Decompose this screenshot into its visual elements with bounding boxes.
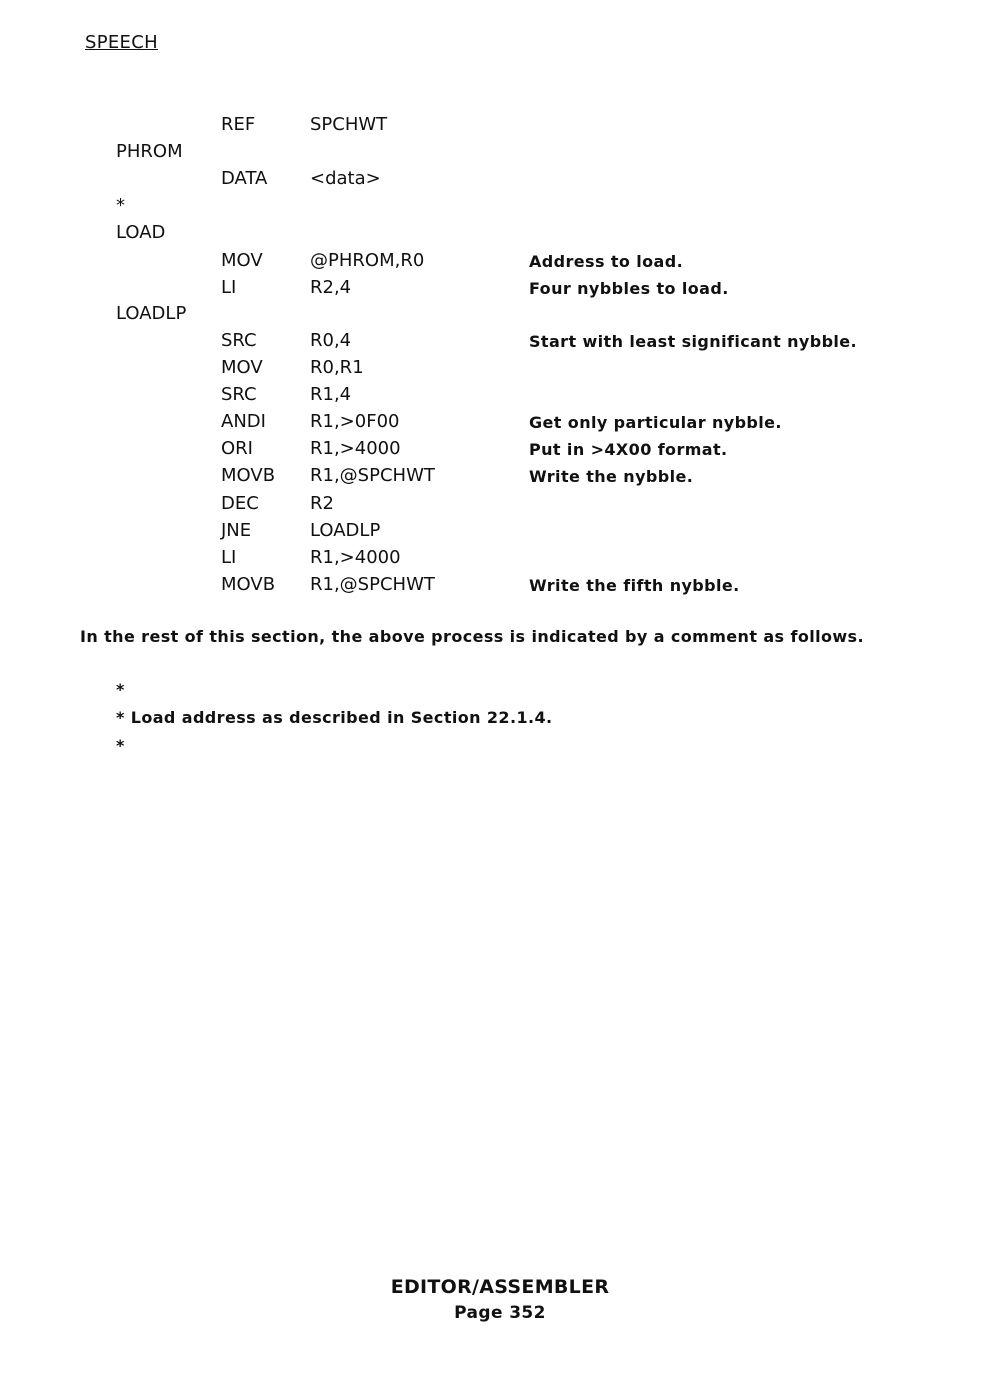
code-opcode: JNE (221, 520, 252, 541)
code-line (0, 114, 1000, 140)
code-opcode: SRC (221, 384, 257, 405)
code-line (0, 384, 1000, 410)
code-comment: Write the fifth nybble. (529, 576, 740, 595)
code-operand: LOADLP (310, 520, 381, 541)
code-line (0, 330, 1000, 356)
code-label: LOAD (116, 222, 166, 243)
body-paragraph: In the rest of this section, the above process is indicated by a comment as follows. (80, 627, 864, 646)
code-operand: R0,R1 (310, 357, 364, 378)
code-line (0, 411, 1000, 437)
code-label: PHROM (116, 141, 183, 162)
code-line (0, 195, 1000, 221)
code-label: * (116, 195, 125, 216)
code-line (0, 438, 1000, 464)
comment-line: * (116, 736, 125, 755)
page-number: Page 352 (454, 1303, 546, 1323)
code-comment: Put in >4X00 format. (529, 440, 728, 459)
code-comment: Address to load. (529, 252, 684, 271)
code-comment: Start with least significant nybble. (529, 332, 858, 351)
comment-line: * (116, 680, 125, 699)
code-opcode: LI (221, 277, 237, 298)
code-operand: R1,4 (310, 384, 352, 405)
code-line (0, 574, 1000, 600)
code-line (0, 222, 1000, 248)
code-opcode: REF (221, 114, 256, 135)
comment-line: * Load address as described in Section 22.1.4. (116, 708, 553, 727)
code-operand: SPCHWT (310, 114, 388, 135)
code-operand: @PHROM,R0 (310, 250, 425, 271)
code-line (0, 465, 1000, 491)
code-line (0, 520, 1000, 546)
code-operand: R1,@SPCHWT (310, 465, 435, 486)
code-line (0, 168, 1000, 194)
code-opcode: SRC (221, 330, 257, 351)
code-line (0, 357, 1000, 383)
code-operand: R1,>4000 (310, 547, 401, 568)
code-comment: Write the nybble. (529, 467, 694, 486)
code-opcode: MOV (221, 250, 263, 271)
code-line (0, 277, 1000, 303)
code-operand: R1,>4000 (310, 438, 401, 459)
code-opcode: DEC (221, 493, 259, 514)
code-operand: R1,>0F00 (310, 411, 400, 432)
code-opcode: DATA (221, 168, 268, 189)
code-opcode: ANDI (221, 411, 266, 432)
code-comment: Four nybbles to load. (529, 279, 729, 298)
code-opcode: MOVB (221, 465, 276, 486)
section-header: SPEECH (85, 32, 158, 53)
footer-title: EDITOR/ASSEMBLER (390, 1276, 610, 1298)
code-operand: R2 (310, 493, 334, 514)
code-line (0, 493, 1000, 519)
code-line (0, 141, 1000, 167)
code-opcode: ORI (221, 438, 253, 459)
code-opcode: MOVB (221, 574, 276, 595)
code-comment: Get only particular nybble. (529, 413, 782, 432)
code-opcode: MOV (221, 357, 263, 378)
code-opcode: LI (221, 547, 237, 568)
code-label: LOADLP (116, 303, 187, 324)
code-operand: R0,4 (310, 330, 352, 351)
code-operand: R1,@SPCHWT (310, 574, 435, 595)
code-line (0, 547, 1000, 573)
code-operand: <data> (310, 168, 381, 189)
code-line (0, 303, 1000, 329)
code-operand: R2,4 (310, 277, 352, 298)
code-line (0, 250, 1000, 276)
